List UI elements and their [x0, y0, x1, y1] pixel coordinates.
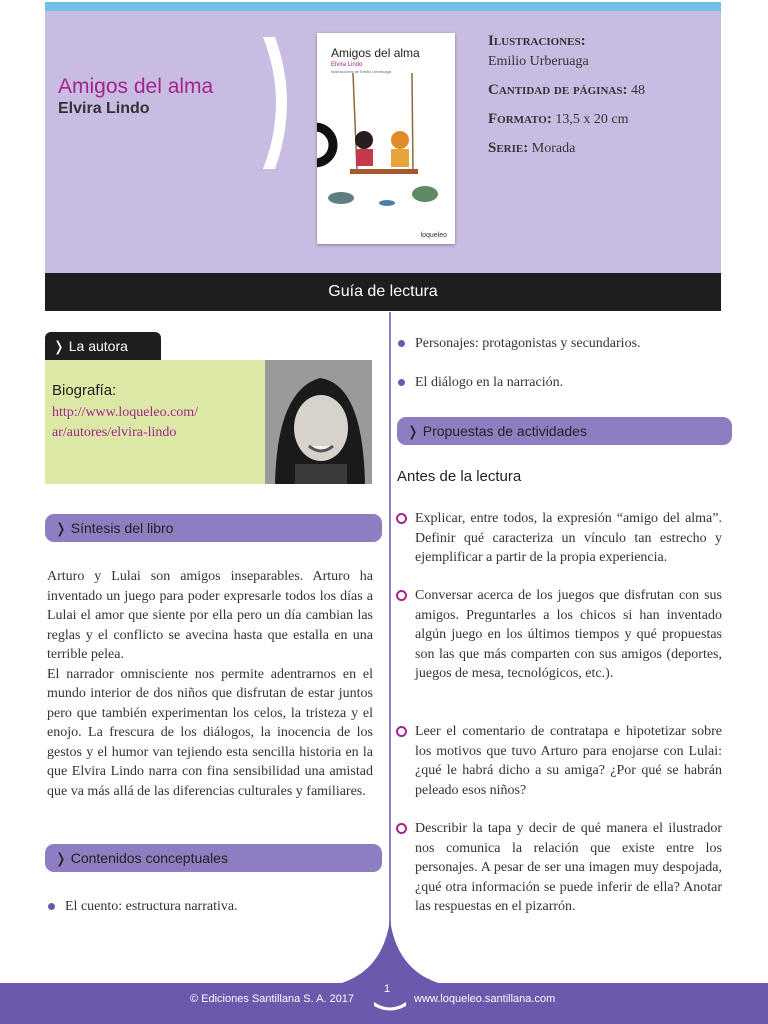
book-header [45, 11, 721, 273]
footer-copyright: © Ediciones Santillana S. A. 2017 [190, 993, 355, 1005]
synopsis-paragraph-1: Arturo y Lulai son amigos inseparables. Arturo ha inventado un juego para poder expresarle todos los días a Lulai el amor que siente por ella pero un día cambian las reglas y el conflicto se avecina hasta que estalla en una terrible pelea. [47, 569, 373, 662]
chevron-right-icon: ❭ [55, 520, 67, 536]
column-divider [389, 312, 391, 952]
book-cover [317, 33, 455, 244]
synopsis-paragraph-2: El narrador omnisciente nos permite adentrarnos en el mundo interior de dos niños que disfrutan de estar juntos pero que también experimentan los celos, la tristeza y el enojo. La frescura de los diálogos, la inocencia de los gestos y el humor van tejiendo esta sencilla historia en la que Elvira Lindo narra con fina sensibilidad una amistad que va más allá de las diferencias culturales y familiares. [47, 666, 373, 799]
spec-value: 48 [630, 83, 645, 98]
decorative-chevron-icon [259, 33, 299, 173]
spec-value: Emilio Urberuaga [488, 54, 589, 69]
concepts-title: Contenidos conceptuales [70, 850, 228, 866]
concept-item: El cuento: estructura narrativa. [65, 897, 365, 917]
bullet-dot-icon [48, 903, 55, 910]
biography-link-line2[interactable]: ar/autores/elvira-lindo [52, 425, 177, 440]
chevron-right-icon: ❭ [53, 338, 65, 354]
spec-label: Formato: [488, 111, 552, 127]
synopsis-header [45, 514, 382, 542]
bullet-ring-icon [396, 513, 407, 524]
activity-item: Explicar, entre todos, la expresión “amigo del alma”. Definir qué caracteriza un vínculo tan estrecho y ejemplificar a partir de la propia experiencia. [415, 509, 722, 568]
biography-link[interactable] [52, 403, 198, 443]
page-footer [0, 983, 768, 1024]
biography-label: Biografía: [52, 382, 117, 399]
activity-item: Leer el comentario de contratapa e hipotetizar sobre los motivos que tuvo Arturo para enojarse con Lulai: ¿qué le habrá dicho a su amiga? ¿Por qué se habrán peleado esos niños? [415, 722, 722, 800]
book-specs [488, 31, 718, 167]
activities-title: Propuestas de actividades [422, 423, 587, 439]
author-tab-label: La autora [68, 338, 128, 354]
spec-label: Serie: [488, 140, 529, 156]
spec-label: Cantidad de páginas: [488, 82, 628, 98]
biography-box [45, 360, 372, 484]
before-reading-heading: Antes de la lectura [397, 468, 522, 485]
book-author: Elvira Lindo [58, 100, 150, 117]
top-accent-bar [45, 2, 721, 11]
synopsis-text [47, 567, 373, 801]
bullet-dot-icon [398, 340, 405, 347]
spec-label: Ilustraciones: [488, 33, 586, 49]
cover-illustration [317, 73, 455, 233]
bullet-ring-icon [396, 823, 407, 834]
chevron-right-icon: ❭ [55, 850, 67, 866]
book-title: Amigos del alma [58, 75, 214, 98]
activities-header [397, 417, 732, 445]
author-photo [265, 360, 372, 484]
guide-title-bar: Guía de lectura [45, 273, 721, 311]
activity-item: Conversar acerca de los juegos que disfrutan con sus amigos. Preguntarles a los chicos si han inventado algún juego en los últimos tiempos y qué propuestas son las que más comparten con sus amigos (deportes, juegos de mesa, tecnológicos, etc.). [415, 586, 722, 684]
concept-item: El diálogo en la narración. [415, 373, 715, 393]
bullet-dot-icon [398, 379, 405, 386]
spec-illustrations [488, 31, 718, 72]
bullet-ring-icon [396, 590, 407, 601]
concepts-header [45, 844, 382, 872]
spec-value: 13,5 x 20 cm [555, 112, 629, 127]
publisher-logo: loqueleo [420, 232, 447, 239]
book-fold-icon [372, 999, 408, 1013]
chevron-right-icon: ❭ [407, 423, 419, 439]
cover-author: Elvira Lindo [331, 62, 363, 68]
cover-title: Amigos del alma [331, 46, 420, 60]
spec-value: Morada [531, 141, 576, 156]
footer-website[interactable]: www.loqueleo.santillana.com [414, 993, 556, 1005]
activity-item: Describir la tapa y decir de qué manera el ilustrador nos comunica la relación que existe entre los personajes. A pesar de ser una imagen muy despojada, ¿qué otra información se puede inferir de ella? Anotar las respuestas en el pizarrón. [415, 819, 722, 917]
spec-format [488, 109, 718, 130]
concept-item: Personajes: protagonistas y secundarios. [415, 334, 715, 354]
biography-link-line1[interactable]: http://www.loqueleo.com/ [52, 405, 199, 420]
spec-pages [488, 80, 718, 101]
footer-notch-decoration [330, 920, 450, 986]
page-number: 1 [384, 983, 391, 995]
bullet-ring-icon [396, 726, 407, 737]
synopsis-title: Síntesis del libro [70, 520, 174, 536]
author-tab [45, 332, 161, 360]
spec-series [488, 138, 718, 159]
cover-illustrator: Ilustraciones de Emilio Urberuaga [331, 69, 392, 74]
